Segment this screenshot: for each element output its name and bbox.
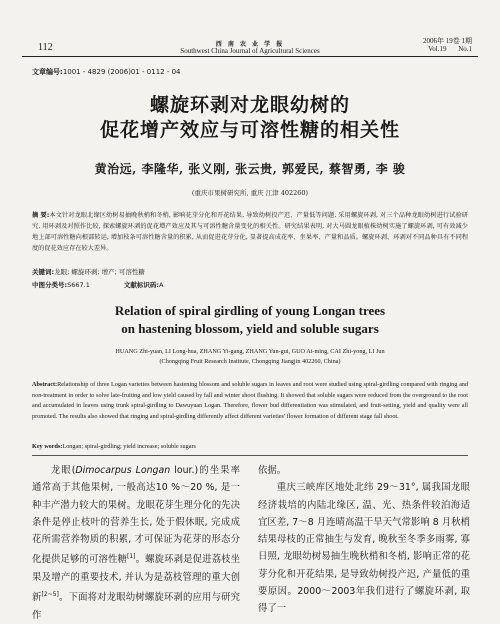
keywords-cn <box>32 267 468 276</box>
abstract-cn <box>32 210 468 254</box>
authors-en: HUANG Zhi-yuan, LI Long-hua, ZHANG Yi-gang, ZHANG Yun-gui, GUO Ai-ming, CAI Zhi-yong, LI Jun <box>115 348 385 355</box>
abstract-en-label: Abstract: <box>32 381 58 388</box>
citation: [2~5] <box>41 591 59 599</box>
issue-date: 2006年 19卷 1期 <box>423 37 472 45</box>
abstract-cn-label: 摘 要: <box>32 212 50 219</box>
keywords-en-text: Longan; spiral-girdling; yield increase; soluble sugars <box>62 443 196 450</box>
clc-value: S667.1 <box>67 281 90 289</box>
abstract-en-text: Relationship of three Logan varieties between hastening blossom and soluble sugars in leaves and root were studied using spiral-girdling compared with ringing and non-treatment in order to solve late-fruiting and low yield caused by fall and winter shoot flushing. It showed that soluble sugars were reduced from the overground to the root and accumulated in leaves using trunk spiral-girdling to Dawuyuan Logan. Therefore, flower bud differentiation was stimulated, and fruit-setting, yield and quality were all promoted. The results also showed that ringing and spiral-girdling differently affect different varieties' flower formation of different stage fall shoot. <box>32 381 468 420</box>
issue-volume: Vol.19 No.1 <box>428 45 472 53</box>
affiliation-cn: (重庆市果树研究所, 重庆 江津 402260) <box>191 189 309 197</box>
body-paragraph: 重庆三峡库区地处北纬 29～31°, 属我国龙眼经济栽培的内陆北缘区, 温、光、热条件较泊海适宜区差, 7～8 月连晴高温干旱天气常影响 8 月秋梢结果母枝的正常抽生与发育, 晚秋至冬季多雨雾, 寡日照, 龙眼幼树易抽生晚秋梢和冬梢, 影响正常的花芽分化和开花结果, 是导致幼树投产迟, 产量低的重要原因。2000～2003年我们进行了螺旋环剥, 取得了一 <box>258 482 470 615</box>
keywords-en <box>32 443 468 450</box>
doc-code-value: A <box>158 281 164 289</box>
authors-cn: 黄治远, 李隆华, 张义刚, 张云贵, 郭爱民, 蔡智勇, 李 骏 <box>94 162 406 176</box>
citation: [1] <box>127 553 136 561</box>
doc-code-label: 文献标识码: <box>123 281 159 289</box>
body-column-left <box>32 462 240 624</box>
page-number: 112 <box>38 42 53 53</box>
title-en-line-2: on hastening blossom, yield and soluble sugars <box>121 321 379 336</box>
article-number-label: 文章编号: <box>32 68 63 76</box>
body-line: 依据。 <box>258 465 287 476</box>
title-cn-line-1: 螺旋环剥对龙眼幼树的 <box>149 94 350 116</box>
running-header <box>22 6 478 55</box>
latin-name: Dimocarpus Longan <box>75 465 171 476</box>
article-number-value: 1001 - 4829 (2006)01 - 0112 - 04 <box>62 68 181 76</box>
classification-cn <box>32 280 468 289</box>
article-number <box>32 67 181 77</box>
affiliation-en: (Chongqing Fruit Research Institute, Chongqing Jiangjin 402260, China) <box>159 358 341 365</box>
title-en-line-1: Relation of spiral girdling of young Longan trees <box>114 303 386 318</box>
journal-title-en: Southwest China Journal of Agricultural Sciences <box>180 47 320 55</box>
abstract-en <box>32 380 468 422</box>
journal-title-cn: 西 南 农 业 学 报 <box>215 41 285 48</box>
body-column-right <box>258 462 470 618</box>
clc-label: 中图分类号: <box>32 281 68 289</box>
abstract-rule <box>32 455 468 456</box>
header-rule <box>22 56 478 57</box>
keywords-en-label: Key words: <box>32 443 63 450</box>
title-cn-line-2: 促花增产效应与可溶性糖的相关性 <box>99 119 400 141</box>
body-paragraph: 龙眼(Dimocarpus Longan lour.)的坐果率通常高于其他果树, 一般高达10 %～20 %, 是一种丰产潜力较大的果树。龙眼花芽生理分化的先决条件是停止枝叶的营养生长, 处于假休眠, 完成成花所需营养物质的积累, 才可保证为花芽的形态分化提供足够的可溶性糖[1]。螺旋环剥是促进荔枝坐果及增产的重要技术, 并认为是荔枝管理的重大创新[2~5]。下面将对龙眼幼树螺旋环剥的应用与研究作 <box>32 465 240 621</box>
keywords-cn-label: 关键词: <box>32 268 55 276</box>
abstract-cn-text: 本文针对龙眼北缘区幼树易抽晚秋梢和冬梢, 影响花芽分化和开花结果, 导致幼树投产迟、产量低等问题, 采用螺旋环剥, 对三个品种龙眼幼树进行试验研究, 用环剥及对照作比较, 探索螺旋环剥的促花增产效应及其与可溶性糖含量变化的相关性。研究结果表明, 对大马圆龙眼植株幼树实施了螺旋环剥, 可有效减少地上部可溶性糖向根部转运, 增加枝条可溶性糖含量的积累, 从而促进花芽分化, 显著提高成花率、坐果率、产量和品质。螺旋环剥、环剥对不同品种具有不同程度的促花效应存在较大差异。 <box>32 212 468 252</box>
keywords-cn-text: 龙眼; 螺旋环剥; 增产; 可溶性糖 <box>54 268 145 276</box>
